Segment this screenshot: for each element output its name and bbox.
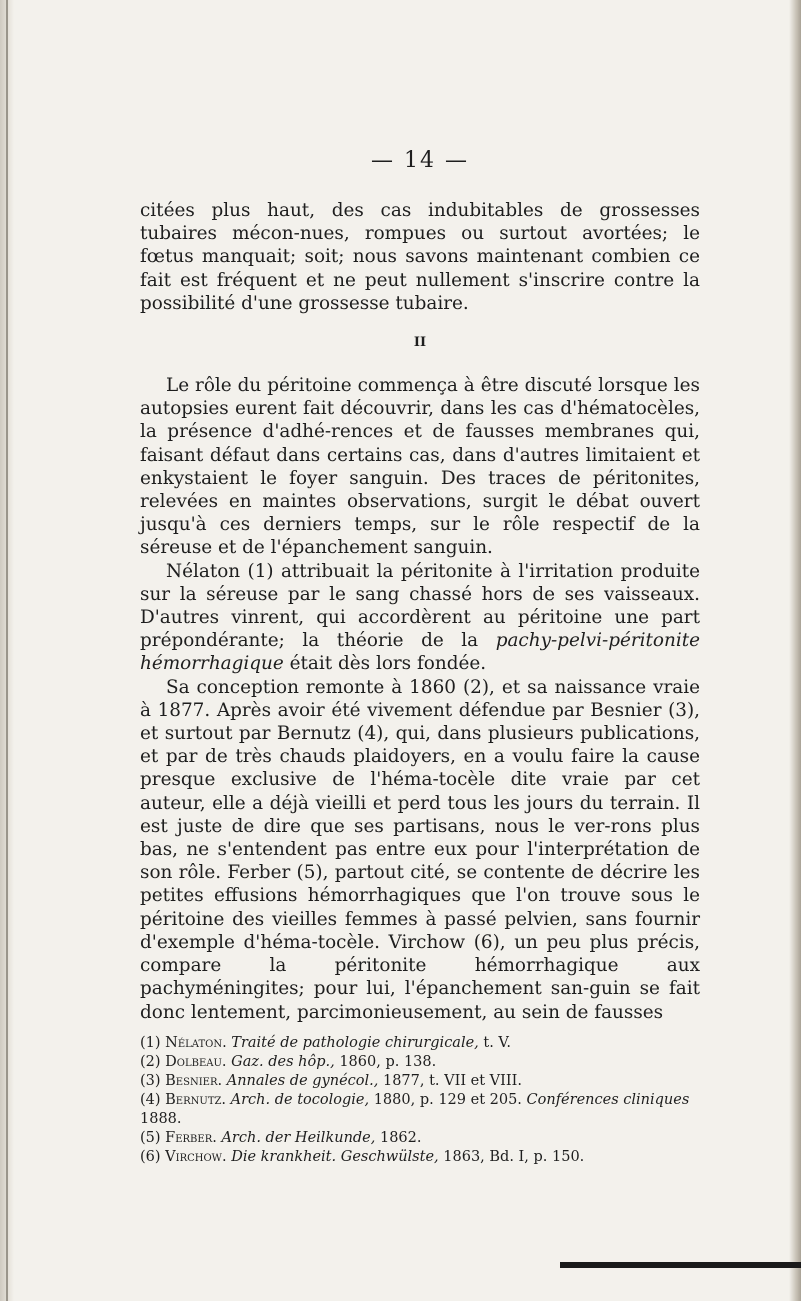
footnote-title: Annales de gynécol., — [226, 1072, 379, 1089]
footnote-author: Besnier. — [165, 1072, 223, 1089]
footnote-number: (2) — [140, 1053, 161, 1070]
footnote — [140, 1091, 700, 1129]
footnote-title: Arch. der Heilkunde, — [221, 1129, 376, 1146]
page-number: — 14 — — [371, 148, 469, 173]
footnote-ref: 1863, Bd. I, p. 150. — [438, 1148, 585, 1165]
paragraph-nelaton-text: Nélaton (1) attribuait la péritonite à l'irritation produite sur la séreuse par le sang chassé hors de ses vaisseaux. D'autres vinrent, qui accordèrent au péritoine une part prépondérante; la théorie de la — [140, 560, 700, 652]
footnotes — [140, 1034, 700, 1167]
footnote-title: Arch. de tocologie, — [230, 1091, 370, 1108]
footnote-ref: 1888. — [140, 1110, 182, 1127]
paragraph-conception: Sa conception remonte à 1860 (2), et sa naissance vraie à 1877. Après avoir été vivement défendue par Besnier (3), et surtout par Bernutz (4), qui, dans plusieurs publications, et par de très chauds plaidoyers, en a voulu faire la cause presque exclusive de l'héma-tocèle dite vraie par cet auteur, elle a déjà vieilli et perd tous les jours du terrain. Il est juste de dire que ses partisans, nous le ver-rons plus bas, ne s'entendent pas entre eux pour l'interprétation de son rôle. Ferber (5), partout cité, se contente de décrire les petites effusions hémorrhagiques que l'on trouve sous le péritoine des vieilles femmes à passé pelvien, sans fournir d'exemple d'héma-tocèle. Virchow (6), un peu plus précis, compare la péritonite hémorrhagique aux pachyméningites; pour lui, l'épanchement san-guin se fait donc lentement, parcimonieusement, au sein de fausses — [140, 676, 700, 1023]
paragraph-nelaton-italic: pachy-pelvi-péritonite hémorrhagique — [140, 630, 700, 675]
bottom-rule — [560, 1262, 801, 1268]
document-page — [140, 148, 700, 1167]
footnote-author: Dolbeau. — [165, 1053, 227, 1070]
footnote-author: Nélaton. — [165, 1034, 227, 1051]
footnote-author: Ferber. — [165, 1129, 217, 1146]
footnote-number: (5) — [140, 1129, 161, 1146]
footnote-title: Traité de pathologie chirurgicale, — [231, 1034, 479, 1051]
section-numeral: II — [413, 335, 427, 351]
footnote-number: (4) — [140, 1091, 161, 1108]
page-binding-line — [6, 0, 8, 1301]
footnote — [140, 1034, 700, 1053]
footnote-ref: 1877, t. VII et VIII. — [378, 1072, 522, 1089]
footnote-number: (1) — [140, 1034, 161, 1051]
footnote-author: Bernutz. — [165, 1091, 227, 1108]
footnote-title: Conférences cliniques — [526, 1091, 690, 1108]
footnote-title: Die krankheit. Geschwülste, — [231, 1148, 439, 1165]
paragraph-nelaton-end: était dès lors fondée. — [283, 653, 487, 675]
footnote — [140, 1053, 700, 1072]
footnote-ref: 1862. — [375, 1129, 422, 1146]
page-edge-shadow — [789, 0, 801, 1301]
footnote — [140, 1072, 700, 1091]
footnote-author: Virchow. — [165, 1148, 227, 1165]
footnote — [140, 1148, 700, 1167]
footnote — [140, 1129, 700, 1148]
footnote-ref: t. V. — [478, 1034, 511, 1051]
footnote-number: (3) — [140, 1072, 161, 1089]
intro-paragraph: citées plus haut, des cas indubitables de grossesses tubaires mécon-nues, rompues ou surtout avortées; le fœtus manquait; soit; nous savons maintenant combien ce fait est fréquent et ne peut nullement s'inscrire contre la possibilité d'une grossesse tubaire. — [140, 200, 700, 314]
footnote-title: Gaz. des hôp., — [231, 1053, 335, 1070]
footnote-number: (6) — [140, 1148, 161, 1165]
footnote-ref: 1880, p. 129 et 205. — [369, 1091, 527, 1108]
paragraph-peritoine: Le rôle du péritoine commença à être discuté lorsque les autopsies eurent fait découvrir, dans les cas d'hématocèles, la présence d'adhé-rences et de fausses membranes qui, faisant défaut dans certains cas, dans d'autres limitaient et enkystaient le foyer sanguin. Des traces de péritonites, relevées en maintes observations, surgit le débat ouvert jusqu'à ces derniers temps, sur le rôle respectif de la séreuse et de l'épanchement sanguin. — [140, 375, 700, 559]
paragraph-nelaton — [140, 560, 700, 676]
footnote-ref: 1860, p. 138. — [334, 1053, 437, 1070]
